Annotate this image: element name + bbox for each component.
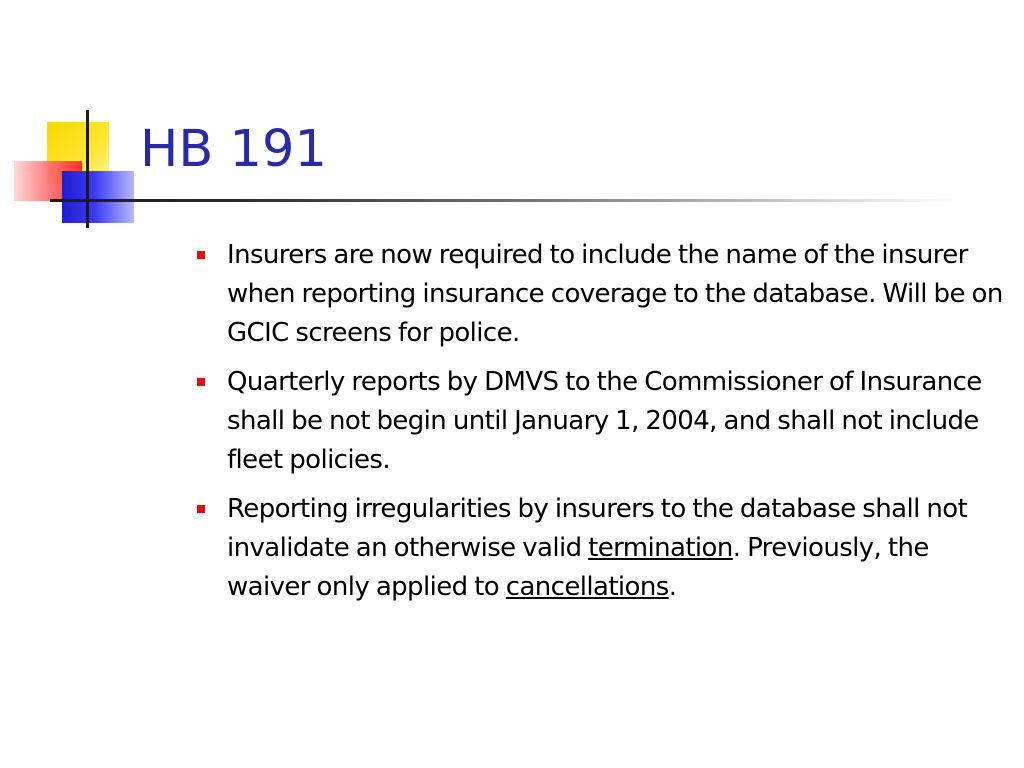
blue-square-icon (62, 171, 134, 223)
bullet-item (195, 363, 1007, 480)
bullet-item (195, 236, 1007, 353)
decorative-squares-logo-icon (0, 0, 150, 240)
red-square-bullet-icon (197, 251, 205, 259)
vertical-rule (86, 110, 89, 228)
bullet-text-after: . (668, 572, 677, 602)
termination-link[interactable]: termination (588, 533, 733, 563)
red-square-bullet-icon (197, 505, 205, 513)
bullet-list (195, 236, 1007, 617)
bullet-text: Insurers are now required to include the name of the insurer when reporting insurance coverage to the database. Will be on GCIC screens for police. (227, 240, 1003, 348)
red-square-bullet-icon (197, 378, 205, 386)
bullet-item (195, 490, 1007, 607)
cancellations-link[interactable]: cancellations (505, 572, 669, 602)
title-underline-rule (50, 199, 960, 202)
bullet-text-before: Reporting irregularities by insurers to the database shall not invalidate an otherwise valid (227, 494, 968, 563)
bullet-text-middle: . Previously, the waiver only applied to (227, 533, 929, 602)
bullet-text: Quarterly reports by DMVS to the Commissioner of Insurance shall be not begin until January 1, 2004, and shall not include fleet policies. (227, 367, 982, 475)
slide-title: HB 191 (140, 120, 327, 179)
